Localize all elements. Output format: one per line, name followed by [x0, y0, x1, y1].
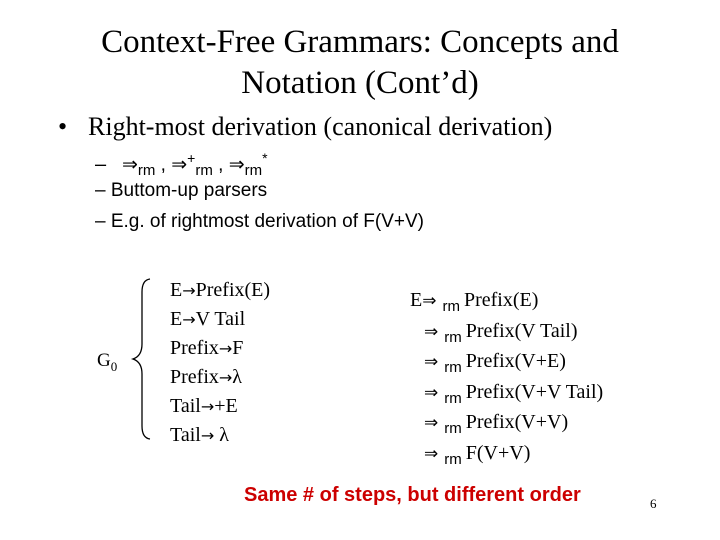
rule-rhs: Prefix(E): [195, 279, 271, 301]
derives-icon: ⇒: [424, 352, 439, 372]
rm-subscript: rm: [444, 450, 462, 468]
slide-title: [0, 22, 720, 104]
rule-rhs: +E: [214, 395, 238, 417]
rule-rhs: λ: [214, 424, 229, 446]
separator: ,: [160, 154, 166, 176]
produces-arrow-icon: →: [182, 310, 196, 329]
note-text: Same # of steps, but different order: [244, 484, 581, 506]
derives-icon: ⇒: [424, 443, 439, 464]
subitem-text: Buttom-up parsers: [110, 180, 268, 201]
derives-icon: ⇒: [424, 413, 439, 433]
derivation-step: [410, 317, 603, 348]
rule-lhs: E: [170, 279, 183, 301]
plus-superscript: +: [187, 150, 196, 166]
rm-subscript: rm: [244, 162, 263, 180]
sentential-form: Prefix(V+V): [465, 411, 569, 433]
derives-icon: ⇒: [424, 321, 439, 342]
dash-marker: –: [95, 180, 106, 201]
title-line-2: Notation (Cont’d): [241, 65, 479, 101]
produces-arrow-icon: →: [200, 426, 215, 445]
rule-lhs: E: [170, 308, 183, 330]
grammar-rule: [170, 421, 270, 450]
rm-subscript: rm: [444, 389, 462, 407]
rule-lhs: Prefix: [170, 366, 219, 388]
subitem-example: [95, 211, 424, 233]
grammar-name: $G_0$: [97, 350, 118, 374]
left-brace-icon: [128, 276, 158, 442]
rm-subscript: rm: [444, 328, 462, 346]
produces-arrow-icon: →: [218, 368, 233, 387]
derivation-step: [410, 408, 603, 439]
grammar-rules: [170, 276, 270, 450]
grammar-rule: [170, 334, 270, 363]
grammar-rule: [170, 305, 270, 334]
derivation-step: [410, 378, 603, 409]
derivation-step: [410, 286, 603, 317]
produces-arrow-icon: →: [218, 339, 233, 358]
dash-marker: –: [95, 211, 106, 232]
subitem-symbols: [95, 150, 268, 180]
derivation-steps: [410, 286, 603, 469]
derivation-step: [410, 347, 603, 378]
rm-subscript: rm: [442, 298, 460, 315]
grammar-rule: [170, 392, 270, 421]
grammar-rule: [170, 363, 270, 392]
derivation-step: [410, 439, 603, 470]
page-number: 6: [650, 496, 657, 511]
bullet-text: Right-most derivation (canonical derivation): [88, 112, 553, 141]
rule-rhs: λ: [232, 366, 242, 388]
subitem-text: E.g. of rightmost derivation of F(V+V): [110, 211, 424, 232]
rule-rhs: F: [232, 337, 244, 359]
rule-lhs: Prefix: [170, 337, 219, 359]
subitem-bottom-up: [95, 180, 267, 202]
dash-marker: –: [95, 153, 107, 176]
start-symbol: E: [410, 289, 423, 311]
separator: ,: [218, 154, 224, 176]
sentential-form: F(V+V): [465, 441, 531, 464]
derives-icon: ⇒: [171, 153, 188, 176]
rule-lhs: Tail: [170, 424, 201, 446]
rm-subscript: rm: [195, 162, 213, 180]
sentential-form: Prefix(V+E): [465, 350, 566, 372]
star-superscript: *: [262, 150, 268, 166]
derives-icon: ⇒: [121, 153, 138, 176]
rule-lhs: Tail: [170, 395, 201, 417]
bullet-marker: •: [58, 112, 68, 141]
rm-subscript: rm: [444, 359, 462, 376]
sentential-form: Prefix(V+V Tail): [465, 380, 604, 403]
sentential-form: Prefix(V Tail): [465, 319, 578, 342]
rm-subscript: rm: [444, 420, 462, 437]
sentential-form: Prefix(E): [463, 289, 539, 311]
grammar-rule: [170, 276, 270, 305]
rm-subscript: rm: [137, 162, 156, 180]
produces-arrow-icon: →: [200, 397, 215, 416]
title-line-1: Context-Free Grammars: Concepts and: [101, 24, 619, 60]
derives-icon: ⇒: [422, 291, 437, 311]
produces-arrow-icon: →: [182, 281, 196, 300]
derives-icon: ⇒: [228, 153, 245, 176]
derives-icon: ⇒: [424, 382, 439, 403]
rule-rhs: V Tail: [195, 308, 246, 330]
